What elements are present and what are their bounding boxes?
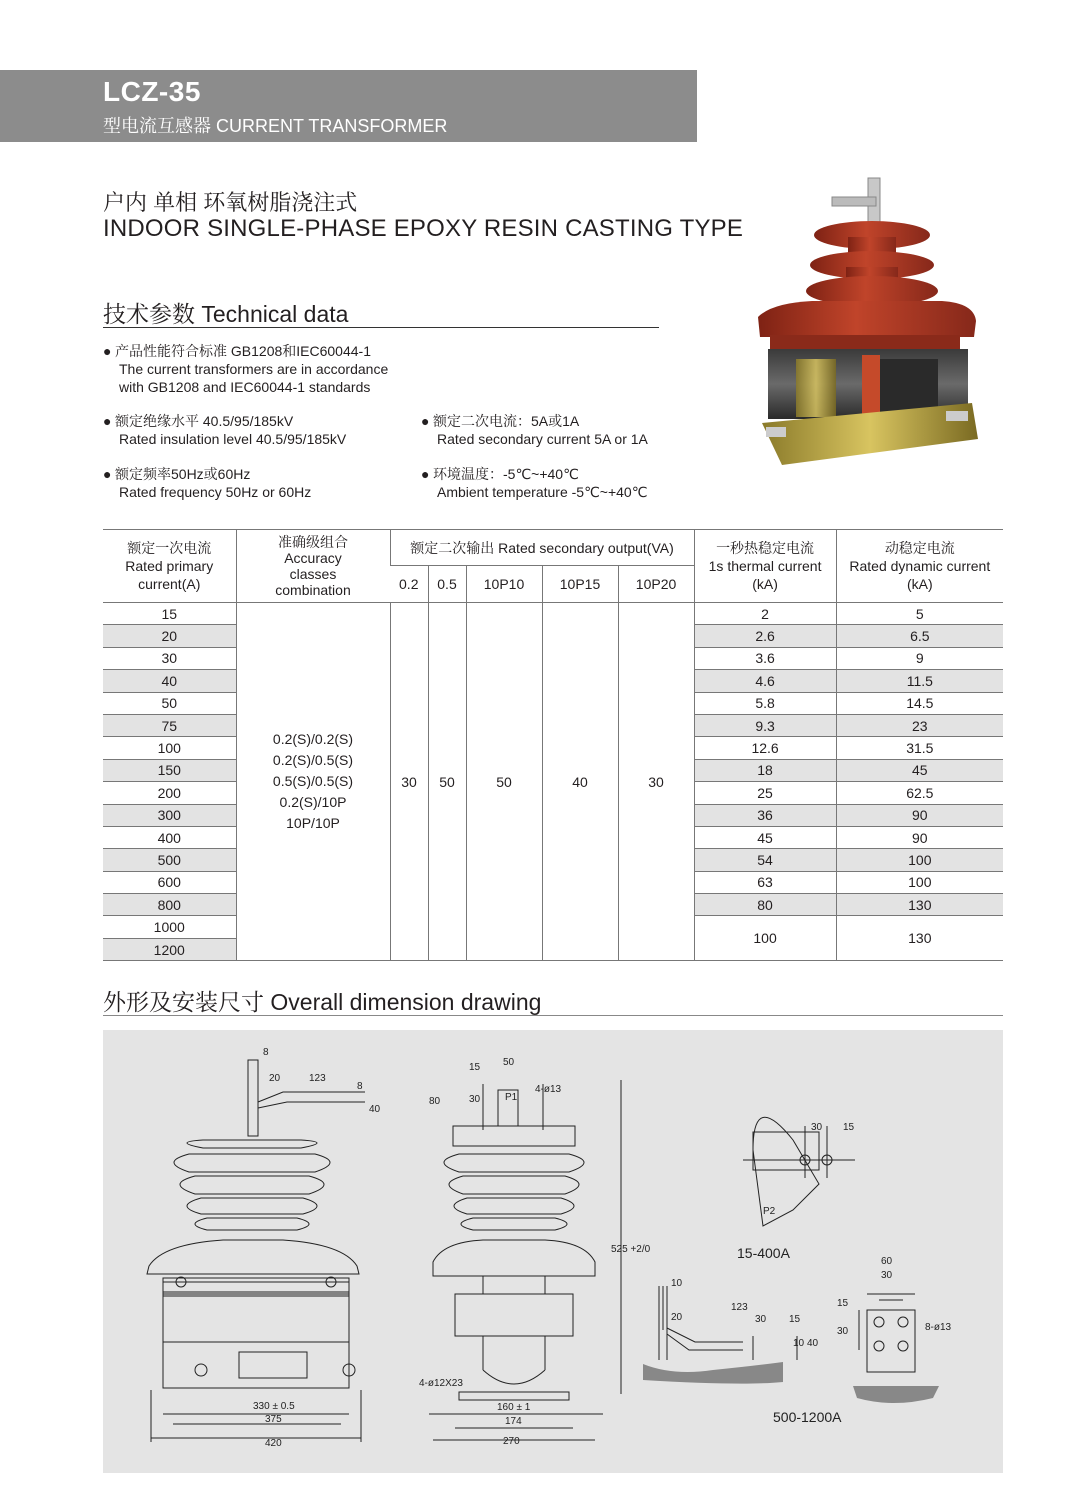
svg-text:10: 10 xyxy=(793,1338,805,1349)
cell-primary-current: 1200 xyxy=(103,938,236,960)
col-header-thermal: 一秒热稳定电流 1s thermal current (kA) xyxy=(694,530,836,603)
svg-text:P2: P2 xyxy=(763,1206,776,1217)
cell-thermal-current: 9.3 xyxy=(694,714,836,736)
cell-dynamic-current: 6.5 xyxy=(836,625,1003,647)
cell-dynamic-current: 5 xyxy=(836,603,1003,625)
detail-large-view xyxy=(643,1286,797,1384)
detail-small-view xyxy=(743,1117,855,1226)
cell-dynamic-current: 100 xyxy=(836,871,1003,893)
dimension-drawing-panel xyxy=(103,1030,1003,1473)
cell-primary-current: 15 xyxy=(103,603,236,625)
cell-thermal-current: 25 xyxy=(694,782,836,804)
cell-primary-current: 200 xyxy=(103,782,236,804)
svg-text:15: 15 xyxy=(789,1314,801,1325)
table-row xyxy=(103,603,1003,625)
cell-thermal-current: 36 xyxy=(694,804,836,826)
product-photo xyxy=(752,175,984,475)
cell-primary-current: 500 xyxy=(103,849,236,871)
col-header-accuracy: 准确级组合 Accuracy classes combination xyxy=(236,530,390,603)
col-header-output-0-5: 0.5 xyxy=(428,566,466,603)
svg-text:4-ø12X23: 4-ø12X23 xyxy=(419,1378,463,1389)
spec-secondary-current: ● 额定二次电流：5A或1A Rated secondary current 5A or 1A xyxy=(421,413,648,447)
cell-thermal-current: 63 xyxy=(694,871,836,893)
spec-ambient: ● 环境温度：-5℃~+40℃ Ambient temperature -5℃~+40℃ xyxy=(421,466,648,500)
svg-text:10: 10 xyxy=(671,1278,683,1289)
svg-text:80: 80 xyxy=(429,1096,441,1107)
cell-primary-current: 600 xyxy=(103,871,236,893)
col-header-output: 额定二次输出 Rated secondary output(VA) xyxy=(390,530,694,566)
col-header-output-10p15: 10P15 xyxy=(542,566,618,603)
cell-primary-current: 75 xyxy=(103,714,236,736)
cell-thermal-current: 5.8 xyxy=(694,692,836,714)
dimension-drawing xyxy=(103,1030,1003,1473)
svg-text:270: 270 xyxy=(503,1436,520,1447)
svg-text:15-400A: 15-400A xyxy=(737,1245,790,1261)
cell-thermal-current: 4.6 xyxy=(694,670,836,692)
cell-dynamic-current: 14.5 xyxy=(836,692,1003,714)
cell-accuracy-classes xyxy=(236,603,390,961)
product-subtitle: 型电流互感器 CURRENT TRANSFORMER xyxy=(103,116,448,136)
cell-thermal-current: 80 xyxy=(694,894,836,916)
cell-primary-current: 50 xyxy=(103,692,236,714)
svg-text:15: 15 xyxy=(837,1298,849,1309)
svg-text:330 ± 0.5: 330 ± 0.5 xyxy=(253,1401,295,1412)
svg-text:123: 123 xyxy=(731,1302,748,1313)
cell-dynamic-current: 23 xyxy=(836,714,1003,736)
svg-text:60: 60 xyxy=(881,1256,893,1267)
svg-text:8: 8 xyxy=(357,1081,363,1092)
svg-text:8: 8 xyxy=(263,1047,269,1058)
accuracy-class-item: 0.2(S)/0.2(S) xyxy=(272,731,354,748)
tech-data-title: 技术参数 Technical data xyxy=(103,301,349,327)
dimension-labels xyxy=(253,1047,952,1449)
cell-dynamic-current: 130 xyxy=(836,916,1003,961)
svg-text:20: 20 xyxy=(671,1312,683,1323)
svg-text:525 +2/0: 525 +2/0 xyxy=(611,1244,651,1255)
col-header-primary: 额定一次电流 Rated primary current(A) xyxy=(103,530,236,603)
cell-dynamic-current: 31.5 xyxy=(836,737,1003,759)
svg-text:15: 15 xyxy=(469,1062,481,1073)
cell-dynamic-current: 9 xyxy=(836,647,1003,669)
type-heading-cn: 户内 单相 环氧树脂浇注式 xyxy=(103,190,358,215)
cell-thermal-current: 12.6 xyxy=(694,737,836,759)
svg-text:15: 15 xyxy=(843,1122,855,1133)
dimension-title: 外形及安装尺寸 Overall dimension drawing xyxy=(103,989,542,1015)
svg-text:375: 375 xyxy=(265,1414,282,1425)
accuracy-class-item: 0.2(S)/0.5(S) xyxy=(272,752,354,769)
cell-dynamic-current: 130 xyxy=(836,894,1003,916)
svg-text:30: 30 xyxy=(755,1314,767,1325)
cell-primary-current: 800 xyxy=(103,894,236,916)
svg-text:420: 420 xyxy=(265,1438,282,1449)
cell-dynamic-current: 62.5 xyxy=(836,782,1003,804)
accuracy-class-item: 10P/10P xyxy=(286,815,340,832)
cell-primary-current: 40 xyxy=(103,670,236,692)
cell-output-value: 30 xyxy=(390,603,428,961)
svg-text:500-1200A: 500-1200A xyxy=(773,1409,842,1425)
accuracy-class-item: 0.5(S)/0.5(S) xyxy=(272,773,354,790)
spec-standard: ● 产品性能符合标准 GB1208和IEC60044-1 The current transformers are in accordance with GB1208 and IEC60044-1 standards xyxy=(103,343,389,395)
svg-text:40: 40 xyxy=(807,1338,819,1349)
col-header-output-10p10: 10P10 xyxy=(466,566,542,603)
cell-thermal-current: 2 xyxy=(694,603,836,625)
cell-dynamic-current: 90 xyxy=(836,804,1003,826)
cell-thermal-current: 54 xyxy=(694,849,836,871)
svg-text:50: 50 xyxy=(503,1057,515,1068)
technical-data-table xyxy=(103,529,1003,961)
detail-plate-view xyxy=(853,1294,939,1403)
cell-thermal-current: 18 xyxy=(694,759,836,781)
cell-primary-current: 30 xyxy=(103,647,236,669)
svg-text:30: 30 xyxy=(811,1122,823,1133)
cell-primary-current: 300 xyxy=(103,804,236,826)
accuracy-class-item: 0.2(S)/10P xyxy=(279,794,347,811)
svg-text:P1: P1 xyxy=(505,1092,518,1103)
dimension-rule xyxy=(103,1015,1003,1016)
svg-text:123: 123 xyxy=(309,1073,326,1084)
cell-dynamic-current: 45 xyxy=(836,759,1003,781)
spec-frequency: ● 额定频率50Hz或60Hz Rated frequency 50Hz or 60Hz xyxy=(103,466,312,500)
type-heading-en: INDOOR SINGLE-PHASE EPOXY RESIN CASTING TYPE xyxy=(103,215,744,242)
cell-thermal-current: 100 xyxy=(694,916,836,961)
svg-text:174: 174 xyxy=(505,1416,522,1427)
svg-text:8-ø13: 8-ø13 xyxy=(925,1322,952,1333)
col-header-output-0-2: 0.2 xyxy=(390,566,428,603)
cell-dynamic-current: 90 xyxy=(836,826,1003,848)
cell-primary-current: 150 xyxy=(103,759,236,781)
svg-text:30: 30 xyxy=(837,1326,849,1337)
title-banner xyxy=(0,70,697,142)
spec-insulation: ● 额定绝缘水平 40.5/95/185kV Rated insulation level 40.5/95/185kV xyxy=(103,413,347,447)
tech-data-rule xyxy=(103,327,659,328)
svg-text:20: 20 xyxy=(269,1073,281,1084)
cell-primary-current: 1000 xyxy=(103,916,236,938)
cell-output-value: 30 xyxy=(618,603,694,961)
col-header-output-10p20: 10P20 xyxy=(618,566,694,603)
cell-thermal-current: 45 xyxy=(694,826,836,848)
cell-output-value: 40 xyxy=(542,603,618,961)
svg-text:40: 40 xyxy=(369,1104,381,1115)
cell-thermal-current: 3.6 xyxy=(694,647,836,669)
cell-dynamic-current: 11.5 xyxy=(836,670,1003,692)
svg-text:30: 30 xyxy=(881,1270,893,1281)
svg-text:4-ø13: 4-ø13 xyxy=(535,1084,562,1095)
cell-primary-current: 400 xyxy=(103,826,236,848)
cell-output-value: 50 xyxy=(466,603,542,961)
svg-text:160 ± 1: 160 ± 1 xyxy=(497,1402,531,1413)
cell-thermal-current: 2.6 xyxy=(694,625,836,647)
svg-text:30: 30 xyxy=(469,1094,481,1105)
cell-primary-current: 100 xyxy=(103,737,236,759)
cell-dynamic-current: 100 xyxy=(836,849,1003,871)
col-header-dynamic: 动稳定电流 Rated dynamic current (kA) xyxy=(836,530,1003,603)
front-view xyxy=(147,1060,365,1442)
cell-primary-current: 20 xyxy=(103,625,236,647)
cell-output-value: 50 xyxy=(428,603,466,961)
model-title: LCZ-35 xyxy=(103,76,201,107)
